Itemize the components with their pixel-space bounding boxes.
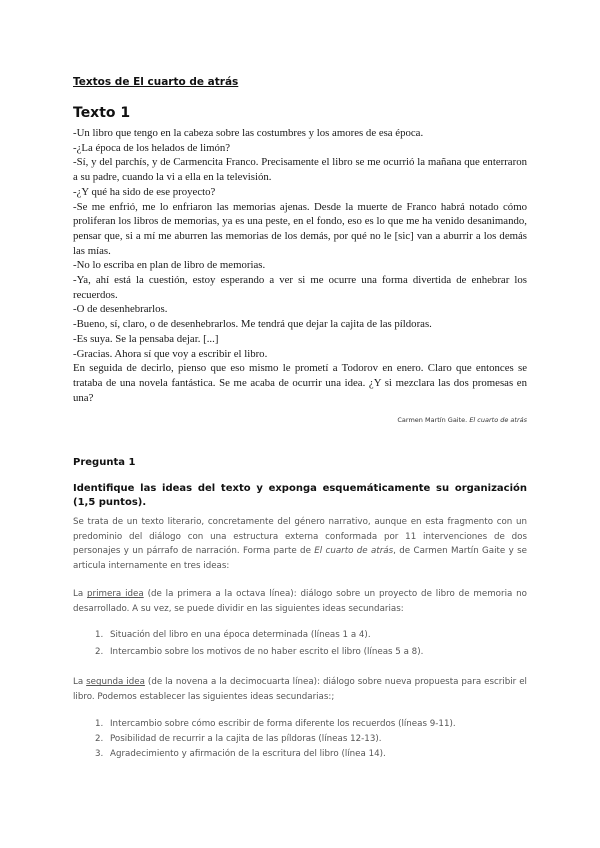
excerpt-line: -Un libro que tengo en la cabeza sobre las costumbres y los amores de esa época. [73,127,424,139]
list-item: 1. Situación del libro en una época determinada (líneas 1 a 4). [106,627,527,644]
second-idea-paragraph: La segunda idea (de la novena a la decimocuarta línea): diálogo sobre nueva propuesta para escribir el libro. Podemos establecer las siguientes ideas secundarias:; [73,677,527,702]
excerpt-line: -Gracias. Ahora sí que voy a escribir el libro. [73,347,268,360]
excerpt-line: -Se me enfrió, me lo enfriaron las memorias ajenas. Desde la muerte de Franco habrá notado cómo proliferan los libros de memorias, ya es una peste, en el fondo, eso es lo que me ha venido desanimando, pensar que, si a mí me aburren las memorias de los demás, por qué no le [sic] van a aburrir a los demás las mías. [73,200,527,257]
excerpt-narration: En seguida de decirlo, pienso que eso mismo le prometí a Todorov en enero. Claro que entonces se trataba de una novela fantástica. Se me acaba de ocurrir una idea. ¿Y si mezclara las dos promesas en una? [73,362,527,404]
question-label: Pregunta 1 [73,457,136,468]
first-idea-paragraph: La primera idea (de la primera a la octava línea): diálogo sobre un proyecto de libro de memoria no desarrollado. A su vez, se puede dividir en las siguientes ideas secundarias: [73,589,527,614]
first-idea-label: primera idea [87,589,144,600]
answer-body [73,515,527,762]
second-idea-list [73,717,527,762]
excerpt-line: -No lo escriba en plan de libro de memorias. [73,259,266,272]
list-item: 2. Intercambio sobre los motivos de no haber escrito el libro (líneas 5 a 8). [106,644,527,661]
question-prompt: Identifique las ideas del texto y exponga esquemáticamente su organización (1,5 puntos). [73,483,527,508]
work-title: El cuarto de atrás [314,546,394,557]
list-item: 1. Intercambio sobre cómo escribir de forma diferente los recuerdos (líneas 9-11). [106,717,527,732]
attribution [330,416,527,424]
excerpt-line: -¿La época de los helados de limón? [73,141,231,154]
second-idea-label: segunda idea [86,677,145,688]
attribution-author: Carmen Martín Gaite. [397,416,468,424]
excerpt-line: -O de desenhebrarlos. [73,303,168,316]
excerpt-line: -Bueno, sí, claro, o de desenhebrarlos. Me tendrá que dejar la cajita de las píldoras. [73,318,432,331]
excerpt-line: -¿Y qué ha sido de ese proyecto? [73,185,216,198]
attribution-work: El cuarto de atrás [469,416,527,424]
excerpt-line: -Ya, ahí está la cuestión, estoy esperando a ver si me ocurre una forma divertida de enhebrar los recuerdos. [73,274,527,301]
list-item: 2. Posibilidad de recurrir a la cajita de las píldoras (líneas 12-13). [106,732,527,747]
list-item: 3. Agradecimiento y afirmación de la escritura del libro (línea 14). [106,747,527,762]
answer-intro: Se trata de un texto literario, concretamente del género narrativo, aunque en esta fragmento con un predominio del diálogo con una estructura externa conformada por 11 intervenciones de dos personajes y un párrafo de narración. Forma parte de El cuarto de atrás, de Carmen Martín Gaite y se articula internamente en tres ideas: [73,517,527,571]
texto-heading: Texto 1 [73,105,131,121]
first-idea-list [73,627,527,662]
excerpt-line: -Sí, y del parchís, y de Carmencita Franco. Precisamente el libro se me ocurrió la mañana que enterraron a su padre, cuando la vi a ella en la televisión. [73,156,527,184]
excerpt-line: -Es suya. Se la pensaba dejar. [...] [73,332,219,345]
literary-excerpt [73,126,527,405]
document-title: Textos de El cuarto de atrás [73,76,239,88]
